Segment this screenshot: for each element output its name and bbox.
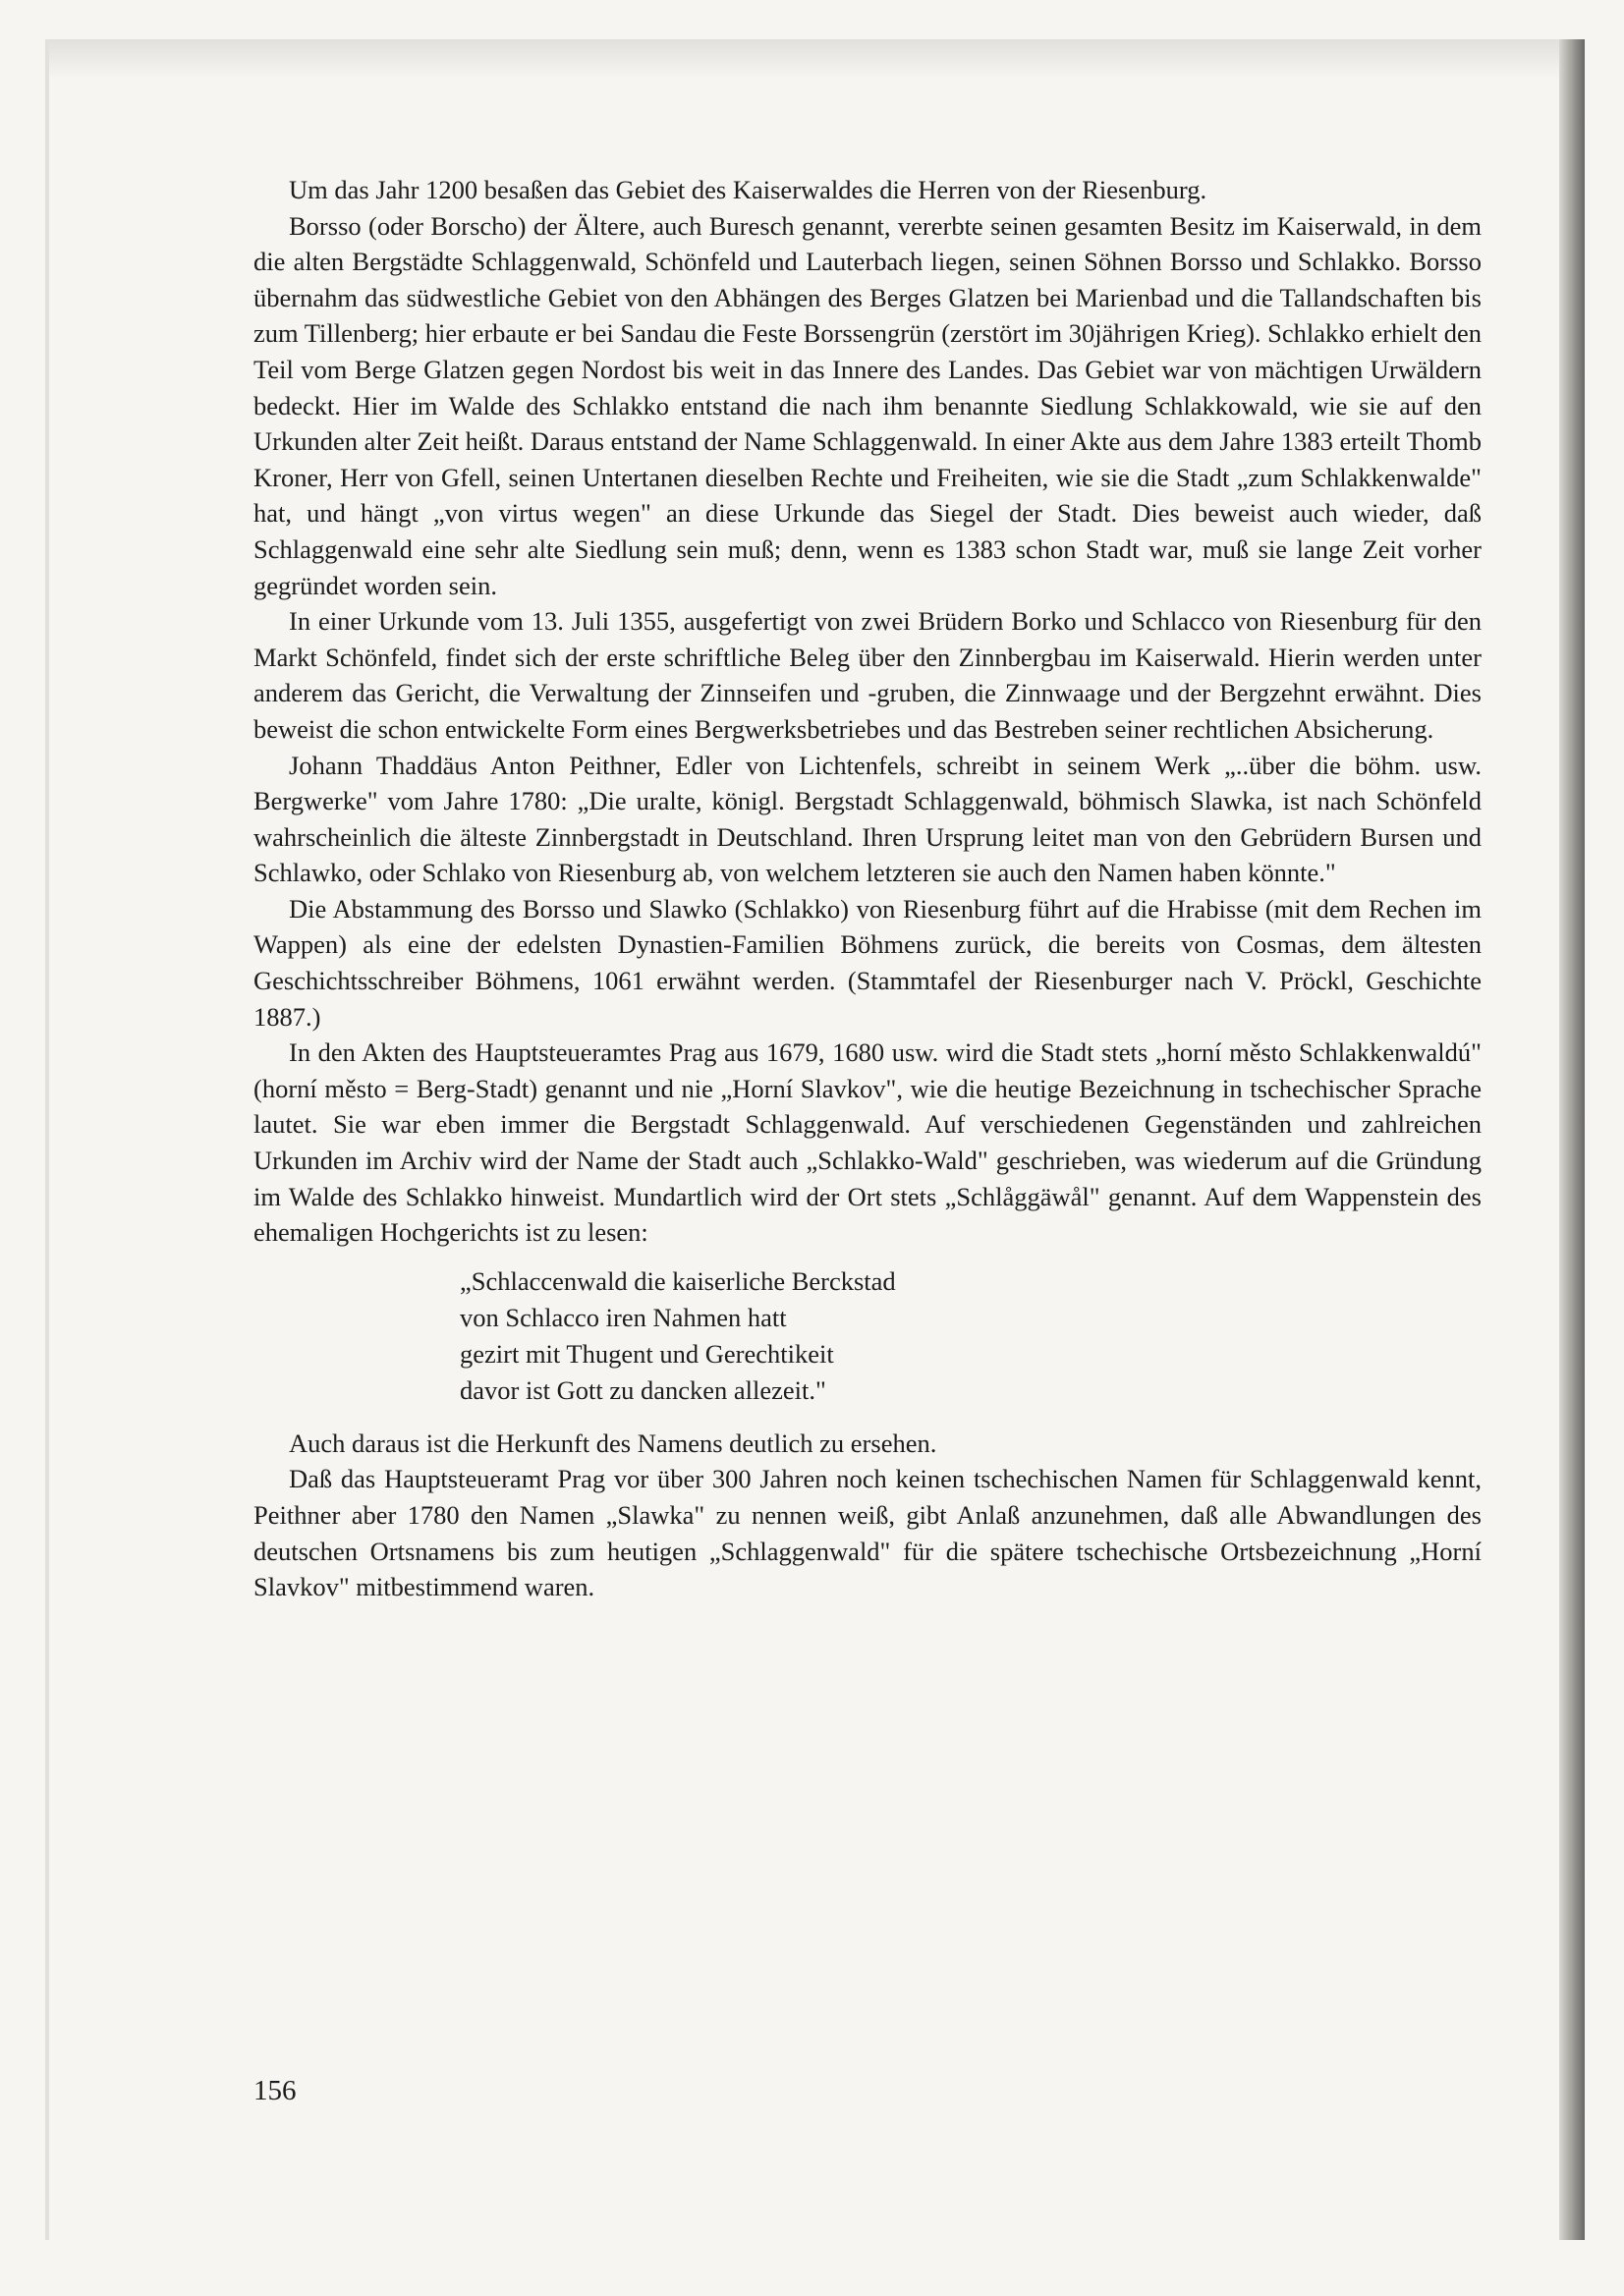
body-text	[253, 172, 1482, 1605]
paragraph: Daß das Hauptsteueramt Prag vor über 300 Jahren noch keinen tschechischen Namen für Schlaggenwald kennt, Peithner aber 1780 den Namen „Slawka" zu nennen weiß, gibt Anlaß anzunehmen, daß alle Abwandlungen des deutschen Ortsnamens bis zum heutigen „Schlaggenwald" für die spätere tschechische Ortsbezeichnung „Horní Slavkov" mitbestimmend waren.	[253, 1464, 1482, 1602]
scan-shadow-top	[49, 39, 1562, 79]
scan-binding-edge	[1559, 39, 1585, 2240]
verse-line: davor ist Gott zu dancken allezeit."	[460, 1374, 826, 1405]
paragraph: In den Akten des Hauptsteueramtes Prag aus 1679, 1680 usw. wird die Stadt stets „horní město Schlakkenwaldú" (horní město = Berg-Stadt) genannt und nie „Horní Slavkov", wie die heutige Bezeichnung in tschechischer Sprache lautet. Sie war eben immer die Bergstadt Schlaggenwald. Auf verschiedenen Gegenständen und zahlreichen Urkunden im Archiv wird der Name der Stadt auch „Schlakko-Wald" geschrieben, was wiederum auf die Gründung im Walde des Schlakko hinweist. Mundartlich wird der Ort stets „Schlåggäwål" genannt. Auf dem Wappenstein des ehemaligen Hochgerichts ist zu lesen:	[253, 1037, 1482, 1248]
paragraph: Borsso (oder Borscho) der Ältere, auch Buresch genannt, vererbte seinen gesamten Besitz im Kaiserwald, in dem die alten Bergstädte Schlaggenwald, Schönfeld und Lauterbach liegen, seinen Söhnen Borsso und Schlakko. Borsso übernahm das südwestliche Gebiet von den Abhängen des Berges Glatzen bei Marienbad und die Tallandschaften bis zum Tillenberg; hier erbaute er bei Sandau die Feste Borssengrün (zerstört im 30jährigen Krieg). Schlakko erhielt den Teil vom Berge Glatzen gegen Nordost bis weit in das Innere des Landes. Das Gebiet war von mächtigen Urwäldern bedeckt. Hier im Walde des Schlakko entstand die nach ihm benannte Siedlung Schlakkowald, wie sie auf den Urkunden alter Zeit heißt. Daraus entstand der Name Schlaggenwald. In einer Akte aus dem Jahre 1383 erteilt Thomb Kroner, Herr von Gfell, seinen Untertanen dieselben Rechte und Freiheiten, wie sie die Stadt „zum Schlakkenwalde" hat, und hängt „von virtus wegen" an diese Urkunde das Siegel der Stadt. Dies beweist auch wieder, daß Schlaggenwald eine sehr alte Siedlung sein muß; denn, wenn es 1383 schon Stadt war, muß sie lange Zeit vorher gegründet worden sein.	[253, 210, 1482, 600]
paragraph: Johann Thaddäus Anton Peithner, Edler von Lichtenfels, schreibt in seinem Werk „..über die böhm. usw. Bergwerke" vom Jahre 1780: „Die uralte, königl. Bergstadt Schlaggenwald, böhmisch Slawka, ist nach Schönfeld wahrscheinlich die älteste Zinnbergstadt in Deutschland. Ihren Ursprung leitet man von den Gebrüdern Bursen und Schlawko, oder Schlako von Riesenburg ab, von welchem letzteren sie auch den Namen haben könnte."	[253, 750, 1482, 888]
paragraph: Um das Jahr 1200 besaßen das Gebiet des Kaiserwaldes die Herren von der Riesenburg.	[289, 175, 1207, 204]
verse-line: von Schlacco iren Nahmen hatt	[460, 1302, 787, 1332]
paragraph: Die Abstammung des Borsso und Slawko (Schlakko) von Riesenburg führt auf die Hrabisse (mit dem Rechen im Wappen) als eine der edelsten Dynastien-Familien Böhmens zurück, die bereits von Cosmas, dem ältesten Geschichtsschreiber Böhmens, 1061 erwähnt werden. (Stammtafel der Riesenburger nach V. Pröckl, Geschichte 1887.)	[253, 893, 1482, 1032]
scan-shadow-left	[45, 39, 49, 2240]
page-number: 156	[253, 2075, 297, 2106]
verse-line: gezirt mit Thugent und Gerechtikeit	[460, 1338, 834, 1369]
paragraph: In einer Urkunde vom 13. Juli 1355, ausgefertigt von zwei Brüdern Borko und Schlacco von Riesenburg für den Markt Schönfeld, findet sich der erste schriftliche Beleg über den Zinnbergbau im Kaiserwald. Hierin werden unter anderem das Gericht, die Verwaltung der Zinnseifen und -gruben, die Zinnwaage und der Bergzehnt erwähnt. Dies beweist die schon entwickelte Form eines Bergwerksbetriebes und das Bestreben seiner rechtlichen Absicherung.	[253, 606, 1482, 744]
verse-line: „Schlaccenwald die kaiserliche Berckstad	[460, 1265, 896, 1296]
inscription-verse	[460, 1263, 1482, 1409]
paragraph: Auch daraus ist die Herkunft des Namens deutlich zu ersehen.	[289, 1428, 937, 1458]
